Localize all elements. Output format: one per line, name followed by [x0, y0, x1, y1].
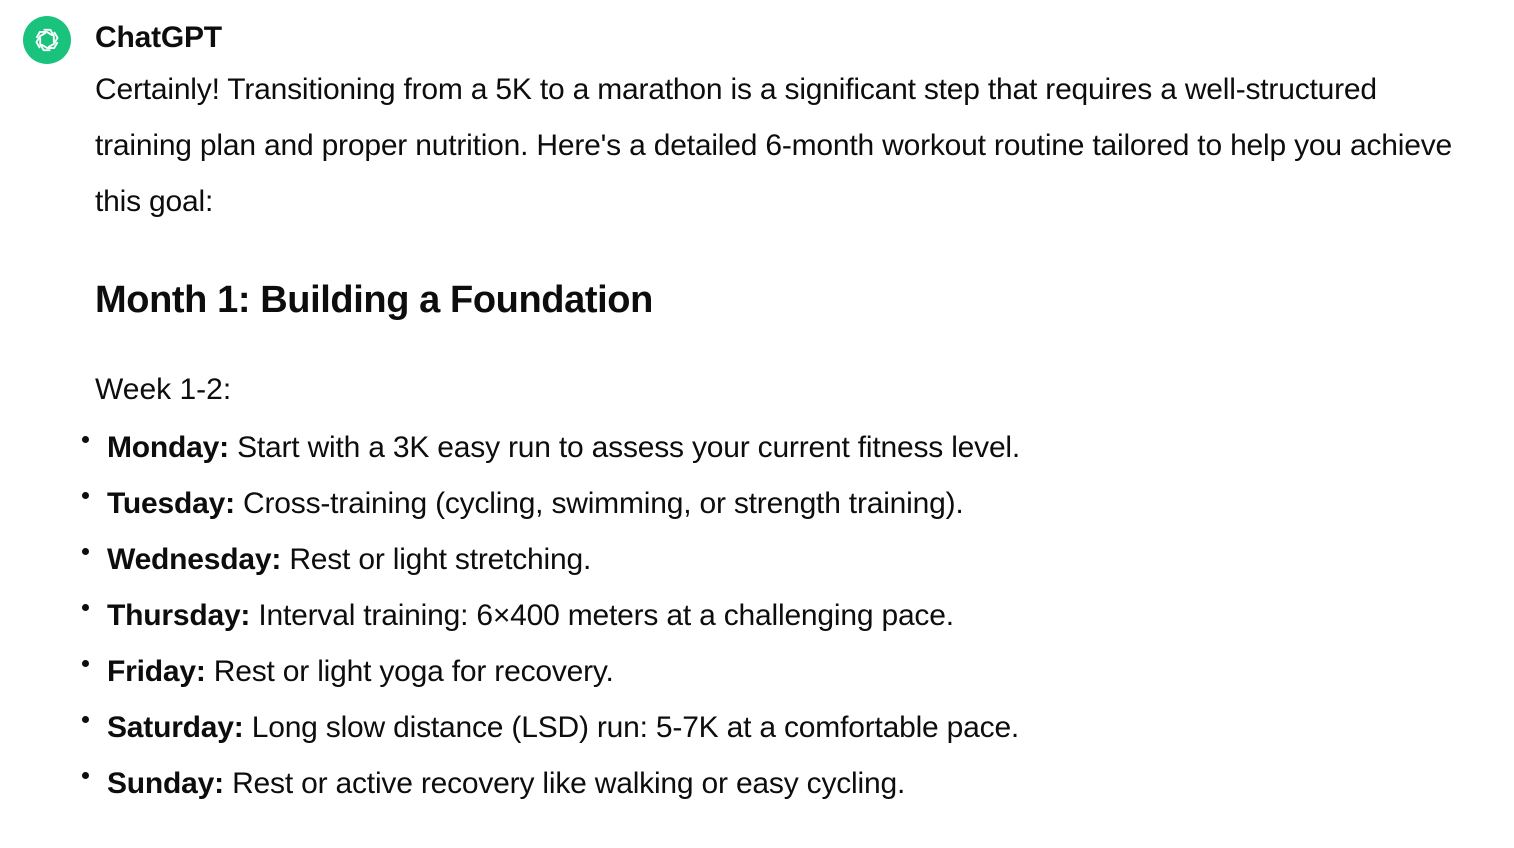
schedule-day: Tuesday: [107, 487, 235, 520]
schedule-item [82, 476, 1465, 532]
schedule-activity: Rest or active recovery like walking or easy cycling. [232, 767, 906, 800]
openai-logo-icon [30, 23, 64, 57]
schedule-activity: Interval training: 6×400 meters at a challenging pace. [258, 599, 954, 632]
schedule-day: Wednesday: [107, 543, 282, 576]
section-heading: Month 1: Building a Foundation [95, 279, 653, 321]
message-content [95, 62, 1465, 812]
schedule-item [82, 700, 1465, 756]
schedule-activity: Long slow distance (LSD) run: 5-7K at a comfortable pace. [251, 711, 1020, 744]
schedule-item [82, 420, 1465, 476]
schedule-item [82, 532, 1465, 588]
schedule-activity: Rest or light yoga for recovery. [213, 655, 614, 688]
schedule-activity: Rest or light stretching. [289, 543, 592, 576]
schedule-day: Thursday: [107, 599, 251, 632]
schedule-day: Monday: [107, 431, 229, 464]
chatgpt-avatar [23, 16, 71, 64]
bullet-icon [82, 660, 89, 667]
schedule-activity: Start with a 3K easy run to assess your current fitness level. [237, 431, 1021, 464]
bullet-icon [82, 716, 89, 723]
schedule-day: Friday: [107, 655, 206, 688]
schedule-list [82, 420, 1465, 812]
bullet-icon [82, 436, 89, 443]
schedule-item [82, 756, 1465, 812]
schedule-item [82, 588, 1465, 644]
schedule-item [82, 644, 1465, 700]
schedule-activity: Cross-training (cycling, swimming, or strength training). [243, 487, 964, 520]
schedule-day: Saturday: [107, 711, 244, 744]
bullet-icon [82, 604, 89, 611]
intro-paragraph: Certainly! Transitioning from a 5K to a marathon is a significant step that requires a well-structured training plan and proper nutrition. Here's a detailed 6-month workout routine tailored to help you achieve this goal: [95, 73, 1453, 218]
bullet-icon [82, 772, 89, 779]
week-label: Week 1-2: [95, 373, 232, 406]
sender-name: ChatGPT [95, 21, 222, 54]
bullet-icon [82, 492, 89, 499]
bullet-icon [82, 548, 89, 555]
schedule-day: Sunday: [107, 767, 224, 800]
